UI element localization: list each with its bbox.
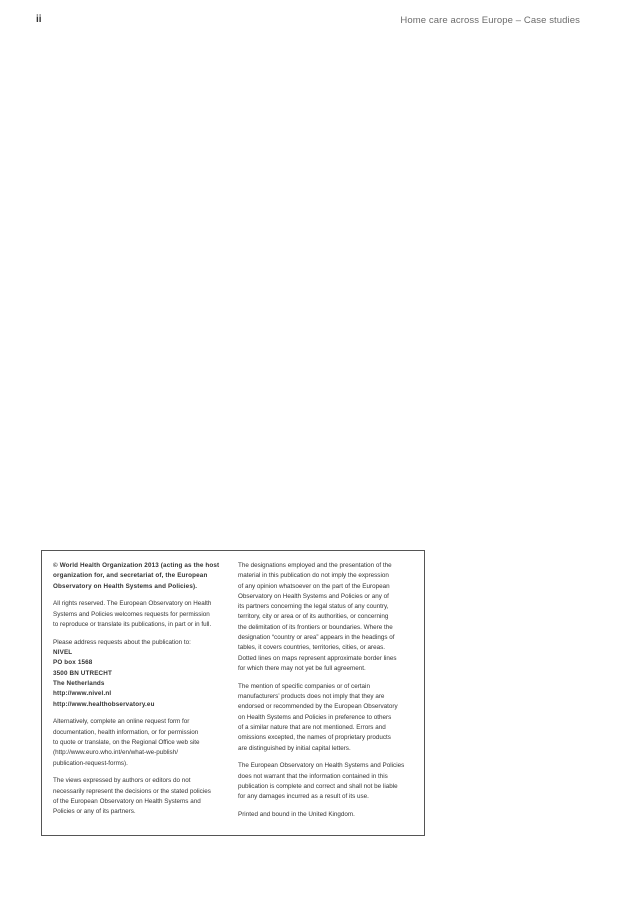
copyright-notice bbox=[53, 561, 235, 592]
alternative-line: Alternatively, complete an online request form for bbox=[53, 718, 190, 726]
page-number: ii bbox=[36, 14, 42, 25]
address-intro: Please address requests about the publication to: bbox=[53, 638, 191, 646]
warranty-line: publication is complete and correct and shall not be liable bbox=[238, 782, 398, 790]
warranty-disclaimer bbox=[238, 761, 418, 802]
request-form-link[interactable]: publication-request-forms). bbox=[53, 759, 128, 767]
running-header-title: Home care across Europe – Case studies bbox=[400, 15, 580, 26]
rights-line: Systems and Policies welcomes requests for permission bbox=[53, 610, 210, 618]
designations-line: territory, city or area or of its authorities, or concerning bbox=[238, 613, 389, 621]
companies-line: The mention of specific companies or of certain bbox=[238, 682, 370, 690]
imprint-right-column bbox=[238, 561, 418, 828]
views-line: of the European Observatory on Health Systems and bbox=[53, 797, 201, 805]
warranty-line: does not warrant that the information contained in this bbox=[238, 772, 388, 780]
companies-line: omissions excepted, the names of proprietary products bbox=[238, 734, 391, 742]
companies-disclaimer bbox=[238, 682, 418, 754]
imprint-left-column bbox=[53, 561, 235, 825]
observatory-link[interactable]: http://www.healthobservatory.eu bbox=[53, 700, 155, 708]
companies-line: on Health Systems and Policies in preference to others bbox=[238, 713, 392, 721]
companies-line: are distinguished by initial capital letters. bbox=[238, 744, 351, 752]
designations-line: the delimitation of its frontiers or boundaries. Where the bbox=[238, 623, 393, 631]
address-line: NIVEL bbox=[53, 649, 73, 657]
companies-line: manufacturers’ products does not imply that they are bbox=[238, 693, 385, 701]
designations-line: its partners concerning the legal status of any country, bbox=[238, 603, 389, 611]
designations-line: of any opinion whatsoever on the part of the European bbox=[238, 582, 390, 590]
address-line: 3500 BN UTRECHT bbox=[53, 669, 112, 677]
nivel-link[interactable]: http://www.nivel.nl bbox=[53, 690, 112, 698]
rights-notice bbox=[53, 599, 235, 630]
designations-line: Dotted lines on maps represent approximate border lines bbox=[238, 654, 397, 662]
views-disclaimer bbox=[53, 776, 235, 817]
request-form-link[interactable]: (http://www.euro.who.int/en/what-we-publish/ bbox=[53, 749, 178, 757]
companies-line: of a similar nature that are not mentioned. Errors and bbox=[238, 723, 386, 731]
views-line: necessarily represent the decisions or the stated policies bbox=[53, 787, 211, 795]
designations-line: for which there may not yet be full agreement. bbox=[238, 664, 366, 672]
views-line: Policies or any of its partners. bbox=[53, 808, 136, 816]
address-line: PO box 1568 bbox=[53, 659, 93, 667]
alternative-line: documentation, health information, or for permission bbox=[53, 728, 199, 736]
rights-line: to reproduce or translate its publications, in part or in full. bbox=[53, 620, 212, 628]
designations-disclaimer bbox=[238, 561, 418, 674]
alternative-line: to quote or translate, on the Regional Office web site bbox=[53, 738, 200, 746]
printed-notice bbox=[238, 810, 418, 820]
address-block bbox=[53, 638, 235, 710]
designations-line: The designations employed and the presentation of the bbox=[238, 562, 392, 569]
warranty-line: The European Observatory on Health Systems and Policies bbox=[238, 762, 405, 770]
alternative-request-notice bbox=[53, 717, 235, 768]
warranty-line: for any damages incurred as a result of its use. bbox=[238, 793, 369, 801]
imprint-box bbox=[41, 550, 425, 836]
designations-line: designation “country or area” appears in the headings of bbox=[238, 634, 395, 642]
rights-line: All rights reserved. The European Observatory on Health bbox=[53, 600, 212, 608]
copyright-line: Observatory on Health Systems and Policies). bbox=[53, 582, 198, 590]
views-line: The views expressed by authors or editors do not bbox=[53, 777, 191, 785]
designations-line: material in this publication do not imply the expression bbox=[238, 572, 389, 580]
copyright-line: © World Health Organization 2013 (acting as the host bbox=[53, 562, 220, 569]
address-line: The Netherlands bbox=[53, 679, 105, 687]
designations-line: tables, it covers countries, territories, cities, or areas. bbox=[238, 644, 385, 652]
printed-line: Printed and bound in the United Kingdom. bbox=[238, 811, 355, 819]
copyright-line: organization for, and secretariat of, the European bbox=[53, 572, 208, 580]
designations-line: Observatory on Health Systems and Policies or any of bbox=[238, 592, 389, 600]
companies-line: endorsed or recommended by the European Observatory bbox=[238, 703, 398, 711]
